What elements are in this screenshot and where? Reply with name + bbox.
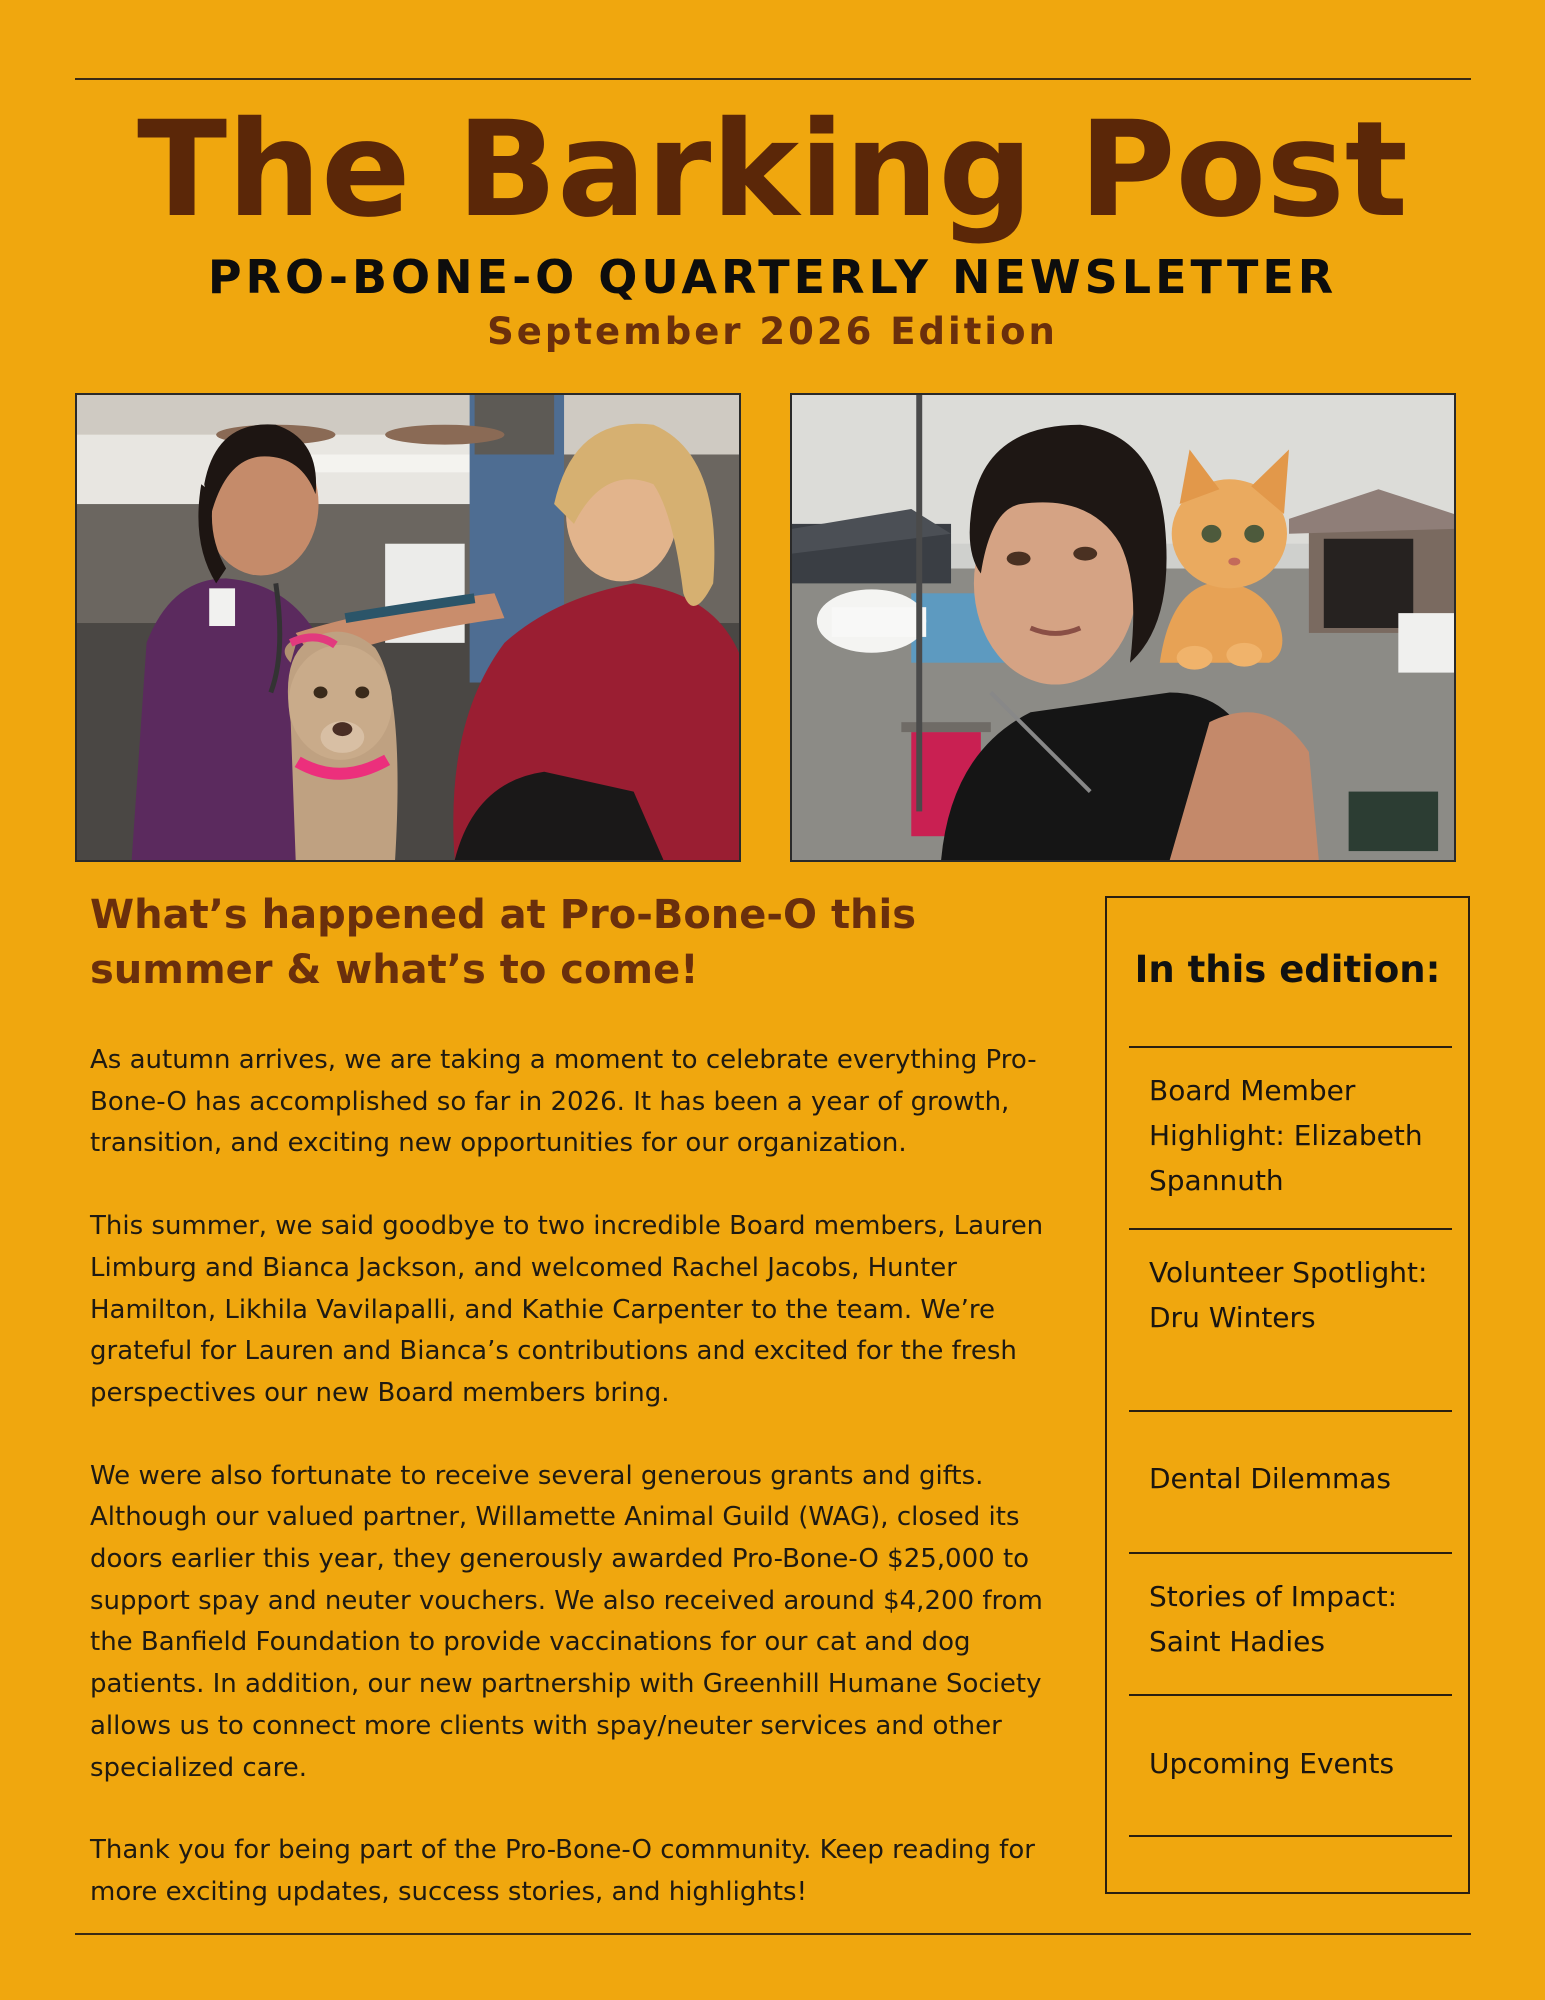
photo-volunteer-with-kitten — [790, 393, 1456, 862]
toc-item-upcoming-events[interactable]: Upcoming Events — [1149, 1747, 1395, 1780]
newsletter-title: The Barking Post — [137, 93, 1408, 247]
article-paragraph: We were also fortunate to receive several generous grants and gifts. Although our valued partner, Willamette Animal Guild (WAG), closed its doors earlier this year, they generously awarded Pro-Bone-O $25,000 to support spay and neuter vouchers. We also received around $4,200 from the Banfield Foundation to provide vaccinations for our cat and dog patients. In addition, our new partnership with Greenhill Humane Society allows us to connect more clients with spay/neuter services and other specialized care. — [90, 1460, 1043, 1783]
toc-item-board-member-highlight[interactable]: Board Member Highlight: Elizabeth Spannuth — [1149, 1074, 1423, 1197]
toc-item-stories-of-impact[interactable]: Stories of Impact: Saint Hadies — [1149, 1580, 1398, 1658]
article-paragraph: As autumn arrives, we are taking a moment to celebrate everything Pro-Bone-O has accomplished so far in 2026. It has been a year of growth, transition, and exciting new opportunities for our organization. — [90, 1045, 1037, 1159]
article-paragraph: This summer, we said goodbye to two incredible Board members, Lauren Limburg and Bianca Jackson, and welcomed Rachel Jacobs, Hunter Hamilton, Likhila Vavilapalli, and Kathie Carpenter to the team. We’re grateful for Lauren and Bianca’s contributions and excited for the fresh perspectives our new Board members bring. — [90, 1211, 1044, 1408]
photo-volunteer-with-kitten-image — [792, 395, 1454, 860]
top-rule — [75, 78, 1471, 80]
toc-divider — [1129, 1228, 1452, 1230]
table-of-contents — [1105, 896, 1470, 1894]
toc-divider — [1129, 1835, 1452, 1837]
toc-item-dental-dilemmas[interactable]: Dental Dilemmas — [1149, 1462, 1391, 1495]
masthead — [0, 95, 1545, 357]
photo-vets-with-dog-image — [77, 395, 739, 860]
toc-divider — [1129, 1046, 1452, 1048]
article-headline: What’s happened at Pro-Bone-O this summer & what’s to come! — [90, 892, 917, 993]
bottom-rule — [75, 1933, 1471, 1935]
edition-date: September 2026 Edition — [487, 310, 1058, 353]
main-article — [90, 888, 1070, 1955]
toc-divider — [1129, 1694, 1452, 1696]
toc-divider — [1129, 1552, 1452, 1554]
newsletter-subtitle: PRO-BONE-O QUARTERLY NEWSLETTER — [207, 250, 1338, 304]
toc-heading: In this edition: — [1134, 948, 1441, 991]
toc-item-volunteer-spotlight[interactable]: Volunteer Spotlight: Dru Winters — [1149, 1256, 1428, 1334]
article-paragraph: Thank you for being part of the Pro-Bone-O community. Keep reading for more exciting updates, success stories, and highlights! — [90, 1835, 1035, 1907]
toc-divider — [1129, 1410, 1452, 1412]
photo-vets-with-dog — [75, 393, 741, 862]
